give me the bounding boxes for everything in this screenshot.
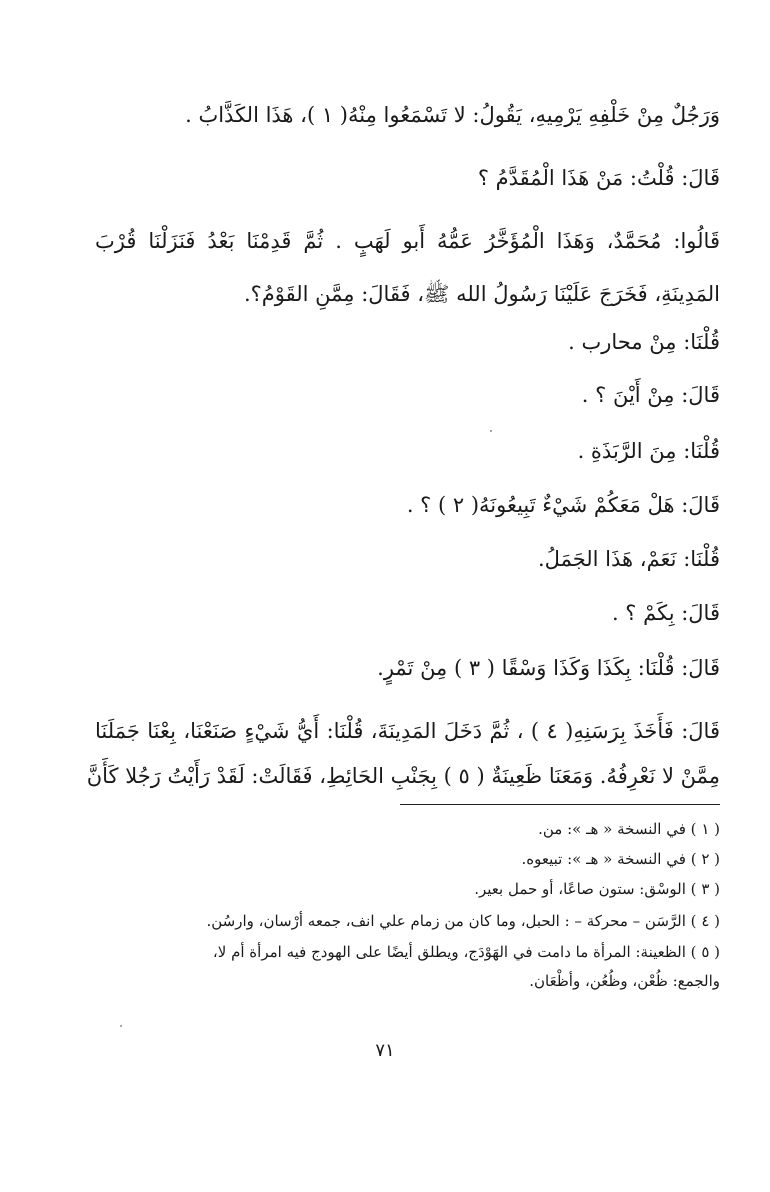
body-line-9: قُلْنَا: نَعَمْ، هَذَا الجَمَلُ. <box>538 547 720 571</box>
body-line-6: قَالَ: مِنْ أَيْنَ ؟ . <box>581 383 720 407</box>
scan-speck <box>120 1025 122 1027</box>
footnote-3: ( ٣ ) الوسْق: ستون صاعًا، أو حمل بعير. <box>474 880 720 898</box>
page-number: ٧١ <box>375 1040 395 1061</box>
footnote-1: ( ١ ) في النسخة « هـ »: من. <box>538 820 720 838</box>
body-line-13: مِمَّنْ لا نَعْرِفُهُ. وَمَعَنَا ظَعِينَةٌ ( ٥ ) بِجَنْبِ الحَائِطِ، فَقَالَتْ: لَقَدْ رَأَيْتُ رَجُلا كَأَنَّ <box>86 764 720 788</box>
body-line-3: قَالُوا: مُحَمَّدٌ، وَهَذَا الْمُؤَخَّرُ عَمُّهُ أَبو لَهَبٍ . ثُمَّ قَدِمْنَا بَعْدُ فَنَزَلْنَا قُرْبَ <box>95 229 720 253</box>
body-line-12: قَالَ: فَأَخَذَ بِرَسَنِهِ( ٤ ) ، ثُمَّ دَخَلَ المَدِينَةَ، قُلْنَا: أَيُّ شَيْءٍ صَنَعْنَا، بِعْنَا جَمَلَنَا <box>95 719 720 743</box>
body-line-5: قُلْنَا: مِنْ محارب . <box>568 330 720 354</box>
footnote-separator <box>400 804 720 805</box>
scan-speck <box>490 430 492 432</box>
body-line-8: قَالَ: هَلْ مَعَكُمْ شَيْءٌ تَبِيعُونَهُ( ٢ ) ؟ . <box>406 493 720 517</box>
footnote-4: ( ٤ ) الرَّسَن – محركة – : الحبل، وما كان من زمام علي انف، جمعه أرْسان، وارسُن. <box>206 912 720 930</box>
footnote-5: ( ٥ ) الظعينة: المرأة ما دامت في الهَوْدَج، ويطلق أيضًا على الهودج فيه امرأة أم لا، <box>212 943 720 961</box>
body-line-2: قَالَ: قُلْتُ: مَنْ هَذَا الْمُقَدَّمُ ؟ <box>477 166 720 190</box>
body-line-1: وَرَجُلٌ مِنْ خَلْفِهِ يَرْمِيهِ، يَقُولُ: لا تَسْمَعُوا مِنْهُ( ١ )، هَذَا الكَذَّابُ . <box>185 103 720 127</box>
footnote-5-continued: والجمع: ظُعْن، وظُعُن، وأظْعَان. <box>529 972 720 990</box>
body-line-7: قُلْنَا: مِنَ الرَّبَذَةِ . <box>577 439 720 463</box>
body-line-4: المَدِينَةِ، فَخَرَجَ عَلَيْنَا رَسُولُ الله ﷺ، فَقَالَ: مِمَّنِ القَوْمُ؟. <box>243 282 720 306</box>
body-line-10: قَالَ: بِكَمْ ؟ . <box>611 601 720 625</box>
footnote-2: ( ٢ ) في النسخة « هـ »: تبيعوه. <box>521 850 720 868</box>
body-line-11: قَالَ: قُلْنَا: بِكَذَا وَكَذَا وَسْقًا ( ٣ ) مِنْ تَمْرٍ. <box>377 656 720 680</box>
